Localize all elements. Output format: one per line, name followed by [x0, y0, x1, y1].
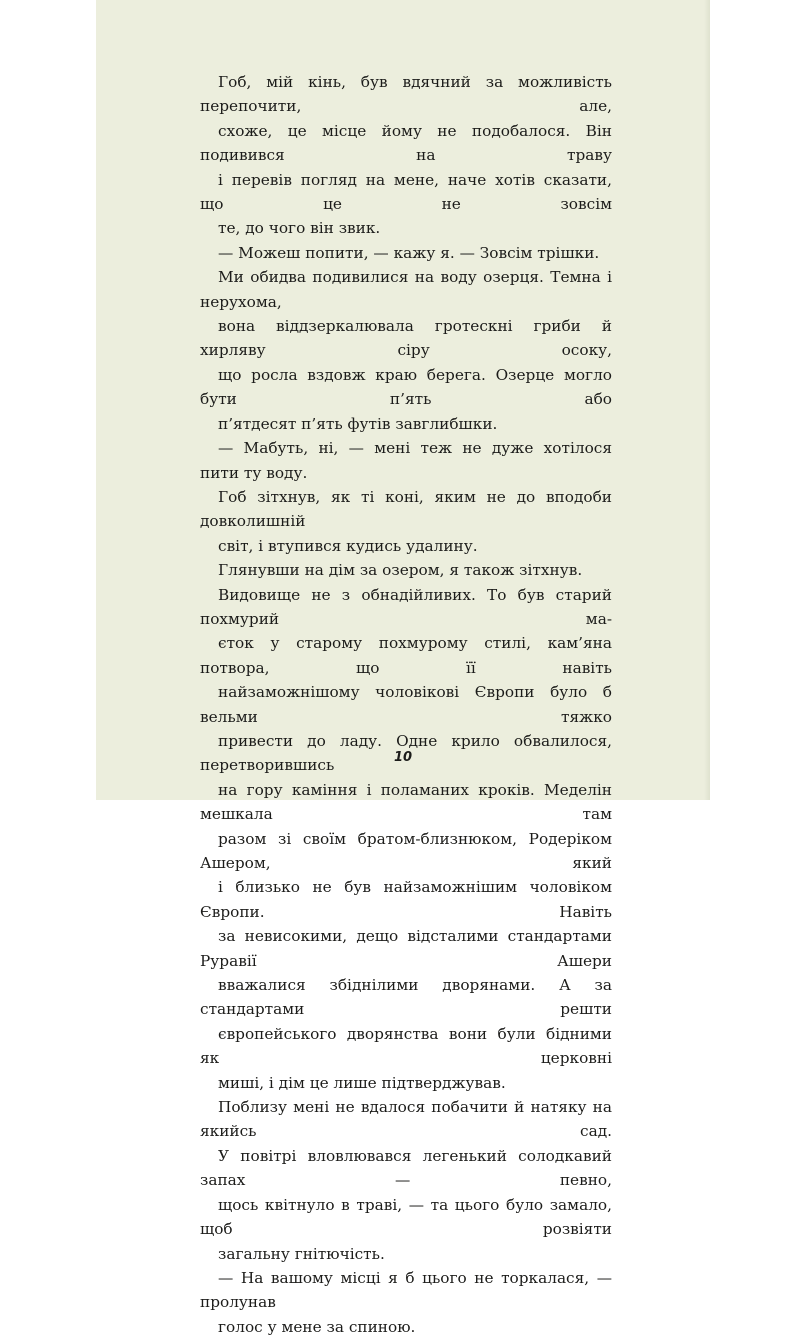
text-line: У повітрі вловлювався легенький солодкавий запах — певно, [200, 1146, 612, 1190]
text-line: і близько не був найзаможнішим чоловіком Європи. Навіть [200, 878, 612, 921]
text-line: — На вашому місці я б цього не торкалася, — пролунав [200, 1268, 612, 1312]
text-line: привести до ладу. Одне крило обвалилося, перетворившись [200, 731, 612, 775]
text-line: щось квітнуло в траві, — та цього було замало, щоб розвіяти [200, 1195, 612, 1239]
text-line: що росла вздовж краю берега. Озерце могло бути п’ять або [200, 365, 612, 409]
paragraph [200, 241, 612, 265]
text-line: Поблизу мені не вдалося побачити й натяку на якийсь сад. [200, 1098, 612, 1141]
paragraph [200, 558, 612, 582]
text-line: Видовище не з обнадійливих. То був старий похмурий ма- [200, 585, 612, 628]
page-edge [704, 0, 710, 800]
text-line: схоже, це місце йому не подобалося. Він подивився на траву [200, 121, 612, 165]
paragraph [200, 485, 612, 558]
text-line: те, до чого він звик. [218, 219, 381, 238]
text-line: єток у старому похмурому стилі, кам’яна потвора, що її навіть [200, 634, 612, 677]
paragraph [200, 436, 612, 485]
text-line: Гоб зітхнув, як ті коні, яким не до вподоби довколишній [200, 487, 612, 531]
text-line: європейського дворянства вони були бідними як церковні [200, 1024, 612, 1068]
text-line: загальну гнітючість. [218, 1244, 385, 1263]
paragraph [200, 1095, 612, 1266]
body-text [200, 70, 612, 1339]
paragraph [200, 1266, 612, 1339]
text-line: голос у мене за спиною. [218, 1317, 416, 1336]
text-line: Ми обидва подивилися на воду озерця. Темна і нерухома, [200, 268, 612, 311]
text-line: світ, і втупився кудись удалину. [218, 536, 478, 555]
paragraph [200, 265, 612, 436]
text-line: миші, і дім це лише підтверджував. [218, 1073, 506, 1092]
text-line: вважалися збіднілими дворянами. А за стандартами решти [200, 976, 612, 1019]
text-line: Гоб, мій кінь, був вдячний за можливість перепочити, але, [200, 73, 612, 116]
text-line: найзаможнішому чоловікові Європи було б вельми тяжко [200, 683, 612, 726]
text-line: за невисокими, дещо відсталими стандартами Руравії Ашери [200, 927, 612, 970]
text-line: — Можеш попити, — кажу я. — Зовсім трішки. [218, 243, 600, 262]
text-line: разом зі своїм братом-близнюком, Родеріком Ашером, який [200, 829, 612, 872]
page-number: 10 [393, 750, 413, 765]
text-line: Глянувши на дім за озером, я також зітхнув. [218, 561, 583, 580]
text-line: вона віддзеркалювала гротескні гриби й хирляву сіру осоку, [200, 317, 612, 360]
text-line: на гору каміння і поламаних кроків. Меделін мешкала там [200, 780, 612, 824]
text-line: п’ятдесят п’ять футів завглибшки. [218, 414, 498, 433]
text-line: і перевів погляд на мене, наче хотів сказати, що це не зовсім [200, 170, 612, 214]
book-page [96, 0, 710, 1336]
paragraph [200, 70, 612, 241]
paragraph [200, 583, 612, 1096]
text-line: — Мабуть, ні, — мені теж не дуже хотілося пити ту воду. [200, 439, 612, 482]
